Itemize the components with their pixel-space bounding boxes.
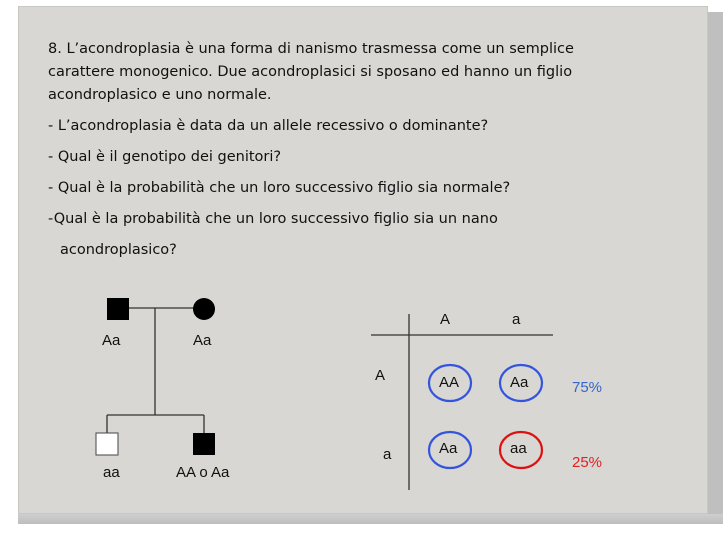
question-4-continued: acondroplasico? <box>60 242 177 258</box>
mother-affected-circle <box>193 298 215 320</box>
dominant-percentage: 75% <box>572 379 603 396</box>
question-1: - L’acondroplasia è data da un allele recessivo o dominante? <box>48 118 489 134</box>
problem-line-3: acondroplasico e uno normale. <box>48 87 272 103</box>
question-4: -Qual è la probabilità che un loro successivo figlio sia un nano <box>48 211 498 227</box>
punnett-cell-1-2: Aa <box>510 374 529 391</box>
question-2: - Qual è il genotipo dei genitori? <box>48 149 282 165</box>
problem-line-2: carattere monogenico. Due acondroplasici si sposano ed hanno un figlio <box>48 64 573 80</box>
punnett-row-header-1: A <box>375 367 386 384</box>
punnett-col-header-1: A <box>440 311 451 328</box>
punnett-col-header-2: a <box>512 311 521 328</box>
child1-genotype-label: aa <box>103 464 120 481</box>
punnett-cell-2-1: Aa <box>439 440 458 457</box>
punnett-cell-2-2: aa <box>510 440 527 457</box>
punnett-row-header-2: a <box>383 446 392 463</box>
punnett-square <box>371 314 553 490</box>
question-3: - Qual è la probabilità che un loro successivo figlio sia normale? <box>48 180 511 196</box>
father-genotype-label: Aa <box>102 332 121 349</box>
child2-genotype-label: AA o Aa <box>176 464 230 481</box>
punnett-cell-1-1: AA <box>439 374 460 391</box>
mother-genotype-label: Aa <box>193 332 212 349</box>
father-affected-square <box>107 298 129 320</box>
child-normal-square <box>96 433 118 455</box>
pedigree-chart <box>96 298 215 455</box>
problem-line-1: 8. L’acondroplasia è una forma di nanismo trasmessa come un semplice <box>48 41 574 57</box>
child-affected-square <box>193 433 215 455</box>
recessive-percentage: 25% <box>572 454 603 471</box>
